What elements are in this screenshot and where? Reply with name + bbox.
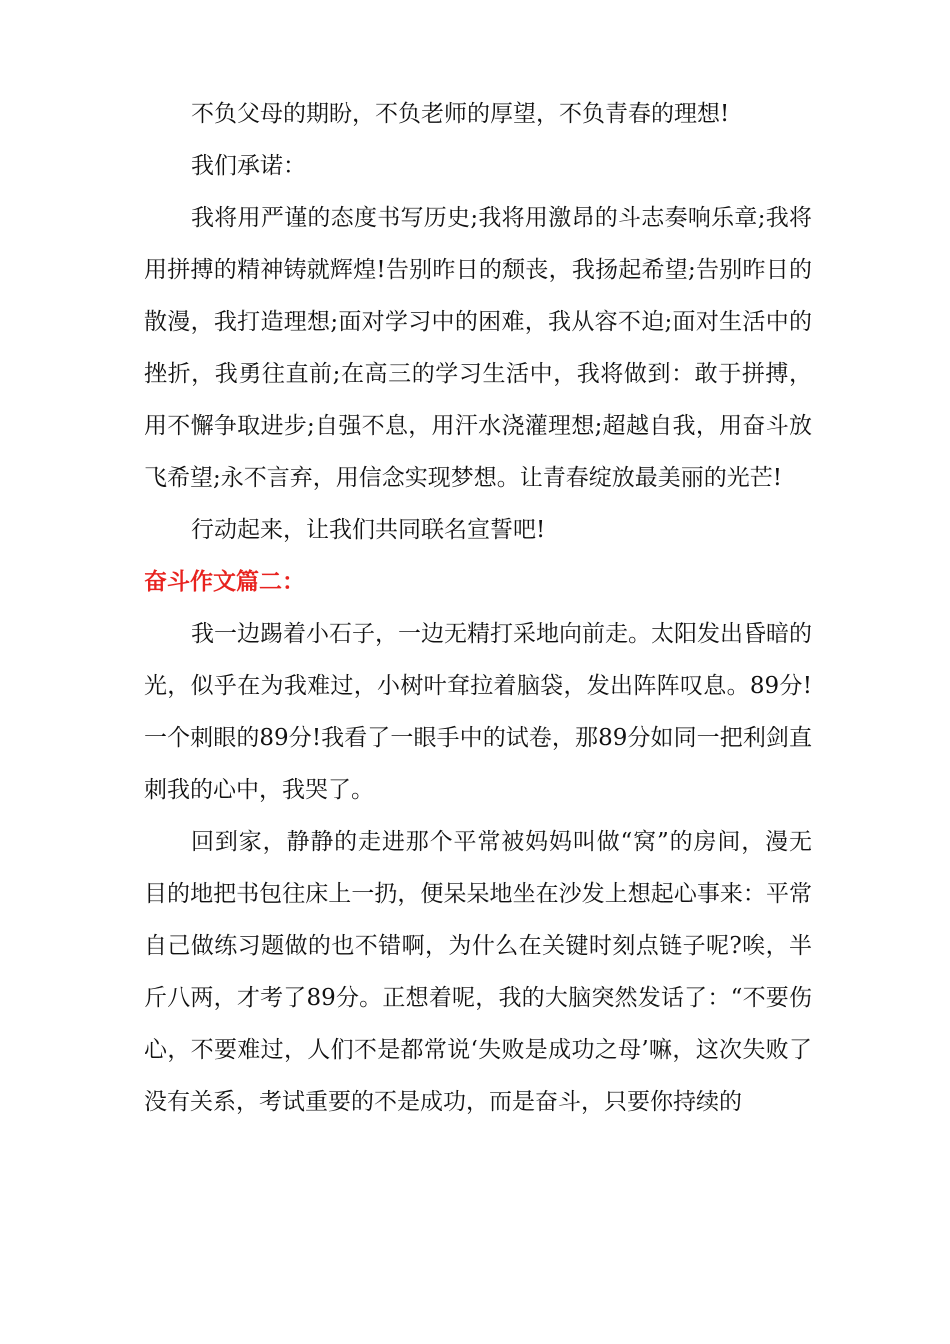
document-page <box>144 88 812 1128</box>
paragraph: 我一边踢着小石子，一边无精打采地向前走。太阳发出昏暗的光，似乎在为我难过，小树叶耷拉着脑袋，发出阵阵叹息。89分!一个刺眼的89分!我看了一眼手中的试卷，那89分如同一把利剑直刺我的心中，我哭了。 <box>144 621 812 803</box>
paragraph: 我们承诺： <box>191 153 306 179</box>
paragraph: 行动起来，让我们共同联名宣誓吧! <box>191 517 546 543</box>
paragraph: 我将用严谨的态度书写历史;我将用激昂的斗志奏响乐章;我将用拼搏的精神铸就辉煌!告别昨日的颓丧，我扬起希望;告别昨日的散漫，我打造理想;面对学习中的困难，我从容不迫;面对生活中的挫折，我勇往直前;在高三的学习生活中，我将做到：敢于拼搏，用不懈争取进步;自强不息，用汗水浇灌理想;超越自我，用奋斗放飞希望;永不言弃，用信念实现梦想。让青春绽放最美丽的光芒! <box>144 205 812 491</box>
paragraph: 回到家，静静的走进那个平常被妈妈叫做“窝”的房间，漫无目的地把书包往床上一扔，便呆呆地坐在沙发上想起心事来：平常自己做练习题做的也不错啊，为什么在关键时刻点链子呢?唉，半斤八两，才考了89分。正想着呢，我的大脑突然发话了：“不要伤心，不要难过，人们不是都常说‘失败是成功之母’嘛，这次失败了没有关系，考试重要的不是成功，而是奋斗，只要你持续的 <box>144 829 812 1115</box>
section-heading: 奋斗作文篇二： <box>144 569 305 595</box>
paragraph: 不负父母的期盼，不负老师的厚望，不负青春的理想! <box>191 101 730 127</box>
